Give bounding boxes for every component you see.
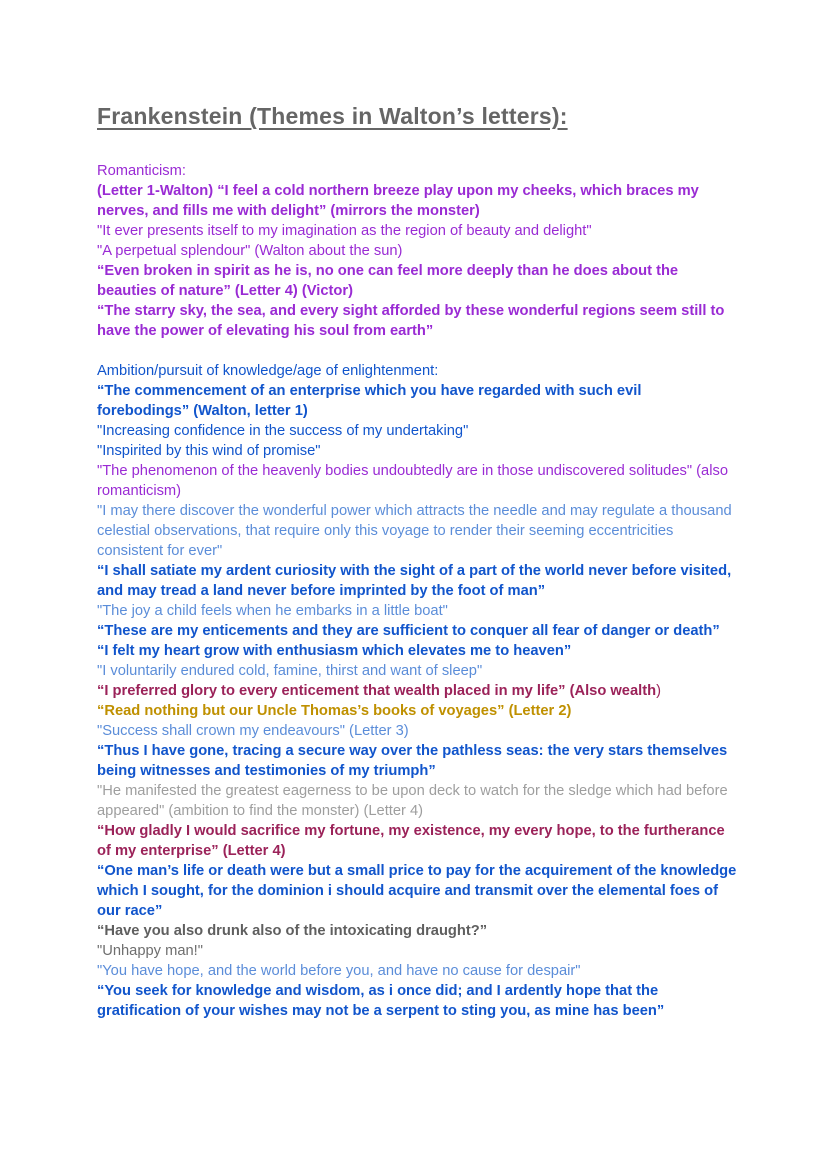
quote-line [97,961,737,981]
quote-line [97,661,737,681]
section-heading [97,161,737,181]
quote-line [97,861,737,921]
text-run: "I voluntarily endured cold, famine, thirst and want of sleep" [97,662,483,679]
quote-line [97,261,737,301]
section-heading [97,361,737,381]
text-run: “These are my enticements and they are sufficient to conquer all fear of danger or death” [97,622,720,639]
text-run: "The phenomenon of the heavenly bodies undoubtedly are in those undiscovered solitudes" (also romanticism) [97,462,728,499]
text-run: Romanticism: [97,162,186,179]
quote-line [97,421,737,441]
text-run: "Success shall crown my endeavours" (Letter 3) [97,722,409,739]
text-run: "The joy a child feels when he embarks in a little boat" [97,602,448,619]
text-run: "I may there discover the wonderful power which attracts the needle and may regulate a thousand celestial observations, that require only this voyage to render their seeming eccentricities consistent for ever" [97,502,732,559]
text-run: "He manifested the greatest eagerness to be upon deck to watch for the sledge which had before appeared" (ambition to find the monster) (Letter 4) [97,782,728,819]
text-run: (Letter 1-Walton) “I feel a cold northern breeze play upon my cheeks, which braces my nerves, and fills me with delight” (mirrors the monster) [97,182,699,219]
text-run: "You have hope, and the world before you, and have no cause for despair" [97,962,581,979]
document-content [97,103,737,1041]
quote-line [97,741,737,781]
quote-line [97,701,737,721]
quote-line [97,981,737,1021]
text-run: “I shall satiate my ardent curiosity with the sight of a part of the world never before visited, and may tread a land never before imprinted by the foot of man” [97,562,732,599]
document-title: Frankenstein (Themes in Walton’s letters): [97,103,568,129]
quote-line [97,941,737,961]
quote-line [97,301,737,341]
quote-line [97,501,737,561]
text-run: "A perpetual splendour" (Walton about the sun) [97,242,403,259]
text-run: ) [656,682,661,699]
quote-line [97,721,737,741]
text-run: Ambition/pursuit of knowledge/age of enlightenment: [97,362,439,379]
quote-line [97,781,737,821]
text-run: “You seek for knowledge and wisdom, as i once did; and I ardently hope that the gratification of your wishes may not be a serpent to sting you, as mine has been” [97,982,665,1019]
text-run: “Thus I have gone, tracing a secure way over the pathless seas: the very stars themselves being witnesses and testimonies of my triumph” [97,742,728,779]
quote-line [97,821,737,861]
quote-line [97,461,737,501]
text-run: “I preferred glory to every enticement that wealth placed in my life” (Also wealth [97,682,657,699]
text-run: “Have you also drunk also of the intoxicating draught?” [97,922,488,939]
text-run: “The commencement of an enterprise which you have regarded with such evil forebodings” (Walton, letter 1) [97,382,642,419]
text-run: "Increasing confidence in the success of my undertaking" [97,422,469,439]
document-body [97,161,737,1021]
text-run: "Unhappy man!" [97,942,203,959]
text-run: "It ever presents itself to my imagination as the region of beauty and delight" [97,222,592,239]
quote-line [97,921,737,941]
text-run: “Even broken in spirit as he is, no one can feel more deeply than he does about the beauties of nature” (Letter 4) (Victor) [97,262,679,299]
quote-line [97,621,737,641]
quote-line [97,441,737,461]
text-run: “One man’s life or death were but a small price to pay for the acquirement of the knowledge which I sought, for the dominion i should acquire and transmit over the elemental foes of our race” [97,862,737,919]
quote-line [97,221,737,241]
quote-line [97,241,737,261]
section-romanticism [97,161,737,341]
text-run: “I felt my heart grow with enthusiasm which elevates me to heaven” [97,642,572,659]
quote-line [97,641,737,661]
quote-line [97,561,737,601]
quote-line [97,681,737,701]
text-run: "Inspirited by this wind of promise" [97,442,321,459]
quote-line [97,381,737,421]
text-run: “How gladly I would sacrifice my fortune, my existence, my every hope, to the furtherance of my enterprise” (Letter 4) [97,822,725,859]
section-ambition [97,361,737,1021]
text-run: “Read nothing but our Uncle Thomas’s books of voyages” (Letter 2) [97,702,572,719]
quote-line [97,601,737,621]
quote-line [97,181,737,221]
text-run: “The starry sky, the sea, and every sight afforded by these wonderful regions seem still to have the power of elevating his soul from earth” [97,302,725,339]
